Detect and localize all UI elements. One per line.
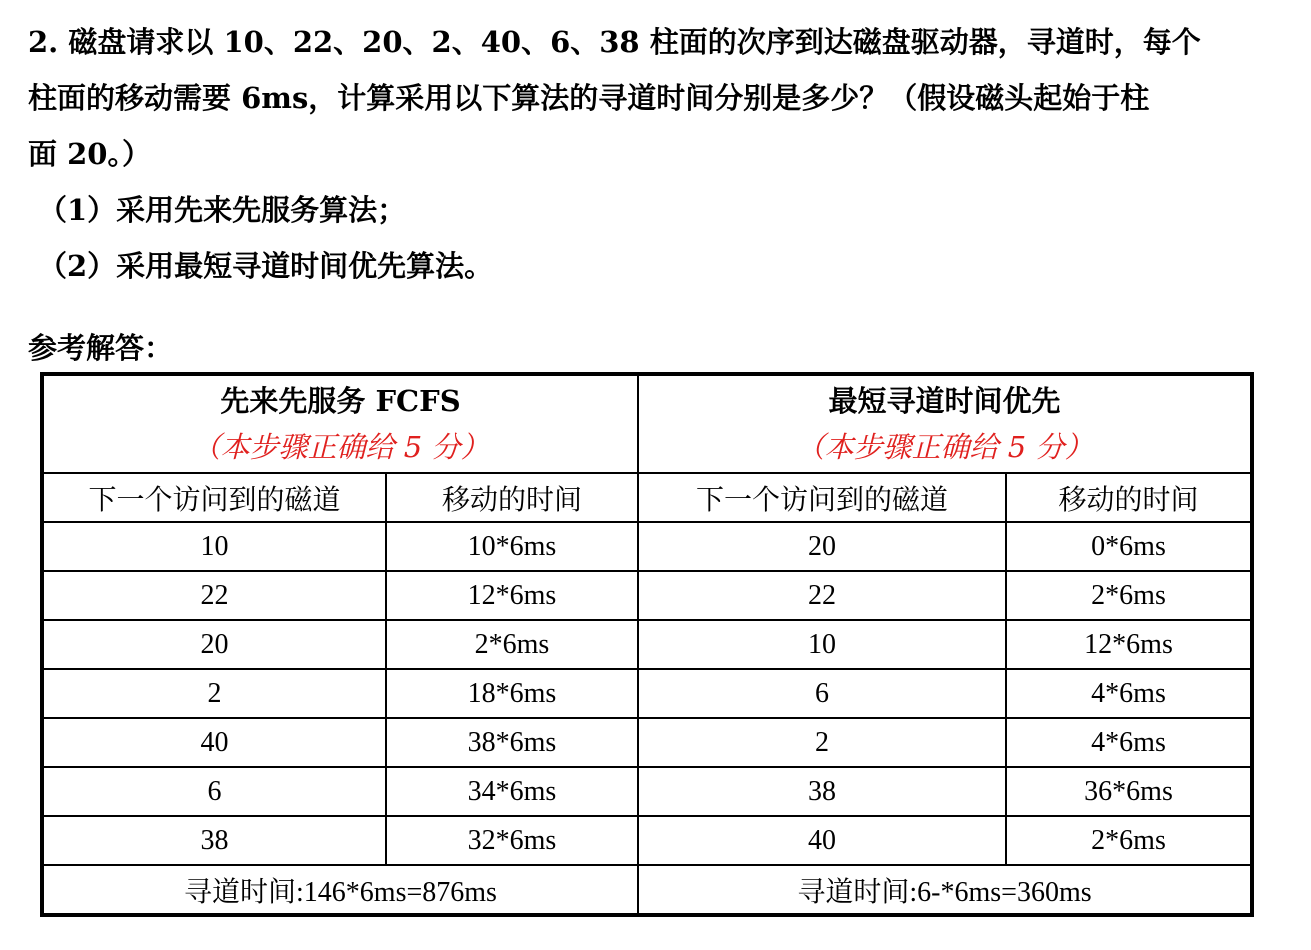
algorithm-header-row: [42, 374, 1252, 473]
table-row: [42, 718, 1252, 767]
fcfs-time-cell: 38*6ms: [386, 718, 638, 767]
fcfs-track-cell: 40: [42, 718, 386, 767]
sub-question-1: （1）采用先来先服务算法；: [38, 193, 407, 227]
sstf-header: [638, 374, 1252, 473]
table-row: [42, 816, 1252, 865]
sstf-track-cell: 40: [638, 816, 1006, 865]
sstf-total: 寻道时间:6-*6ms=360ms: [638, 865, 1252, 915]
fcfs-header: [42, 374, 638, 473]
fcfs-col-time: 移动的时间: [386, 473, 638, 522]
table-row: [42, 620, 1252, 669]
sstf-time-cell: 2*6ms: [1006, 571, 1252, 620]
fcfs-time-cell: 18*6ms: [386, 669, 638, 718]
fcfs-time-cell: 32*6ms: [386, 816, 638, 865]
total-row: [42, 865, 1252, 915]
fcfs-track-cell: 20: [42, 620, 386, 669]
fcfs-track-cell: 22: [42, 571, 386, 620]
sstf-time-cell: 0*6ms: [1006, 522, 1252, 571]
fcfs-track-cell: 10: [42, 522, 386, 571]
fcfs-score-note: （本步骤正确给 5 分）: [191, 430, 490, 464]
answer-table: [40, 372, 1254, 917]
column-header-row: [42, 473, 1252, 522]
fcfs-col-track: 下一个访问到的磁道: [42, 473, 386, 522]
sstf-time-cell: 4*6ms: [1006, 718, 1252, 767]
sstf-col-time: 移动的时间: [1006, 473, 1252, 522]
fcfs-time-cell: 12*6ms: [386, 571, 638, 620]
sstf-time-cell: 4*6ms: [1006, 669, 1252, 718]
fcfs-time-cell: 10*6ms: [386, 522, 638, 571]
table-row: [42, 767, 1252, 816]
sstf-title: 最短寻道时间优先: [828, 384, 1061, 418]
table-row: [42, 669, 1252, 718]
sub-question-2: （2）采用最短寻道时间优先算法。: [38, 249, 494, 283]
sstf-track-cell: 20: [638, 522, 1006, 571]
sstf-track-cell: 22: [638, 571, 1006, 620]
question-line-1: 2. 磁盘请求以 10、22、20、2、40、6、38 柱面的次序到达磁盘驱动器，寻道时，每个: [28, 25, 1201, 59]
sstf-time-cell: 12*6ms: [1006, 620, 1252, 669]
fcfs-title: 先来先服务 FCFS: [220, 384, 461, 418]
sstf-track-cell: 38: [638, 767, 1006, 816]
fcfs-time-cell: 2*6ms: [386, 620, 638, 669]
sstf-track-cell: 2: [638, 718, 1006, 767]
table-row: [42, 571, 1252, 620]
fcfs-track-cell: 6: [42, 767, 386, 816]
sstf-score-note: （本步骤正确给 5 分）: [795, 430, 1094, 464]
question-line-2: 柱面的移动需要 6ms，计算采用以下算法的寻道时间分别是多少？（假设磁头起始于柱: [28, 81, 1150, 115]
sstf-track-cell: 10: [638, 620, 1006, 669]
fcfs-track-cell: 2: [42, 669, 386, 718]
fcfs-total: 寻道时间:146*6ms=876ms: [42, 865, 638, 915]
answer-label: 参考解答：: [28, 331, 174, 365]
fcfs-track-cell: 38: [42, 816, 386, 865]
sstf-col-track: 下一个访问到的磁道: [638, 473, 1006, 522]
table-row: [42, 522, 1252, 571]
sstf-time-cell: 36*6ms: [1006, 767, 1252, 816]
fcfs-time-cell: 34*6ms: [386, 767, 638, 816]
question-text: [28, 14, 1278, 182]
sstf-track-cell: 6: [638, 669, 1006, 718]
question-line-3: 面 20。）: [28, 137, 151, 171]
sstf-time-cell: 2*6ms: [1006, 816, 1252, 865]
